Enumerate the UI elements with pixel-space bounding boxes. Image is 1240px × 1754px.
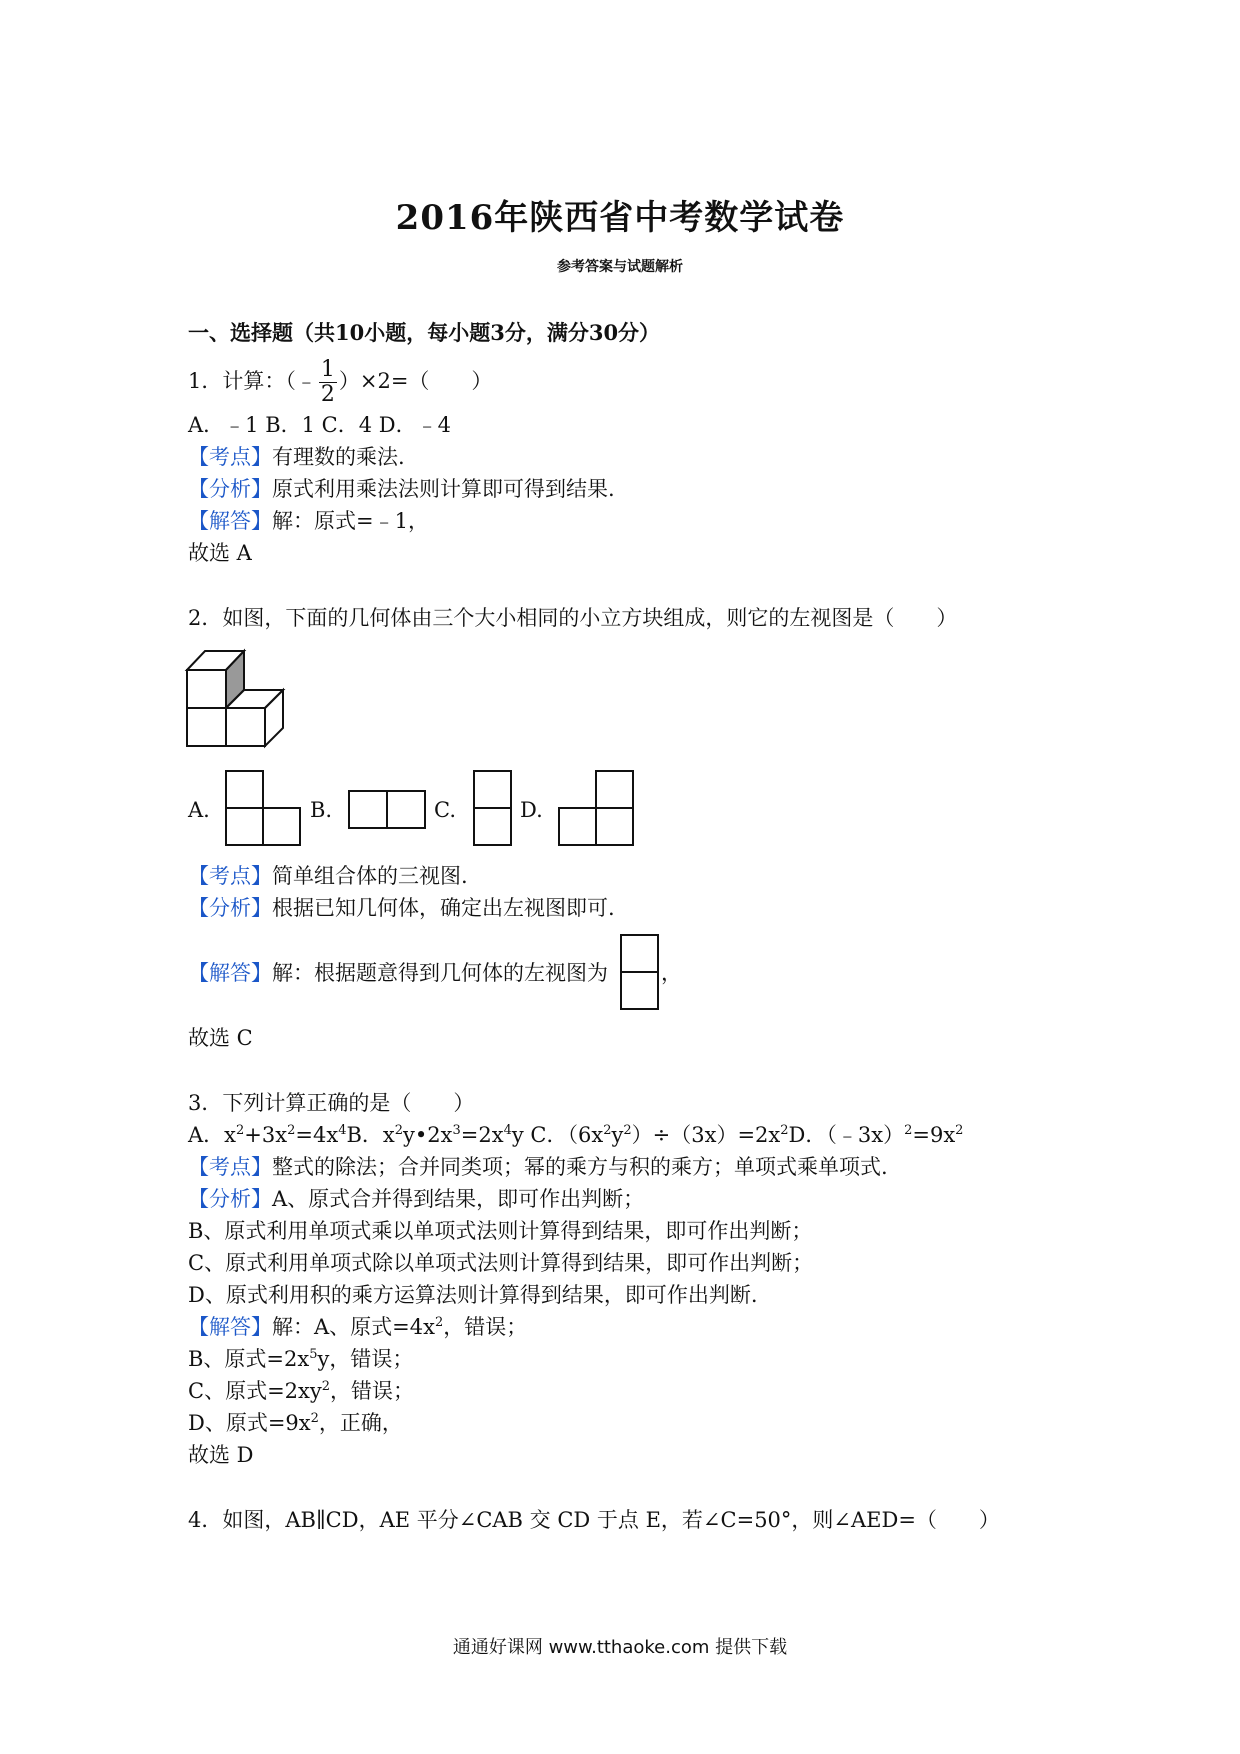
q2-option-d: D. bbox=[520, 798, 543, 822]
kaodian-tag: 【考点】 bbox=[188, 864, 272, 888]
q3-choice: 故选 D bbox=[188, 1443, 254, 1467]
page-title: 2016年陕西省中考数学试卷 bbox=[395, 198, 845, 238]
q3-fenxi bbox=[188, 1185, 644, 1213]
q3-jieda-d-end: ，正确， bbox=[318, 1411, 403, 1435]
q3-opt-b-part: =2x bbox=[460, 1123, 504, 1147]
q3-exp: 2 bbox=[603, 1123, 612, 1138]
q1-choice: 故选 A bbox=[188, 541, 252, 565]
q3-exp: 5 bbox=[309, 1347, 318, 1362]
q3-opt-c-part: y bbox=[611, 1123, 624, 1147]
fenxi-tag: 【分析】 bbox=[188, 477, 272, 501]
q2-fenxi-text: 根据已知几何体，确定出左视图即可. bbox=[272, 896, 615, 920]
q3-jieda bbox=[188, 1313, 527, 1341]
q1-frac-num: 1 bbox=[320, 357, 335, 382]
q3-kaodian bbox=[188, 1153, 888, 1181]
q3-fenxi-c: C、原式利用单项式除以单项式法则计算得到结果，即可作出判断； bbox=[188, 1251, 814, 1275]
q2-jieda bbox=[188, 959, 608, 987]
q2-jieda-text: 解：根据题意得到几何体的左视图为 bbox=[272, 961, 608, 985]
q2-option-b-figure bbox=[348, 790, 426, 830]
q3-opt-a-part: =4x bbox=[295, 1123, 339, 1147]
q3-exp: 2 bbox=[287, 1123, 296, 1138]
section-heading: 一、选择题（共10小题，每小题3分，满分30分） bbox=[188, 320, 661, 345]
q3-options bbox=[188, 1121, 963, 1149]
q3-opt-b-part: y•2x bbox=[403, 1123, 453, 1147]
kaodian-tag: 【考点】 bbox=[188, 1155, 272, 1179]
q3-exp: 4 bbox=[338, 1123, 347, 1138]
q3-exp: 3 bbox=[452, 1123, 461, 1138]
q1-stem-suffix: ）×2=（ ） bbox=[338, 369, 493, 393]
jieda-tag: 【解答】 bbox=[188, 1315, 272, 1339]
q3-opt-c: y C．（6x bbox=[511, 1123, 604, 1147]
q3-exp: 2 bbox=[310, 1411, 319, 1426]
q1-kaodian-text: 有理数的乘法. bbox=[272, 445, 405, 469]
q2-option-b: B. bbox=[310, 798, 333, 822]
q3-opt-c-part: ）÷（3x）=2x bbox=[631, 1123, 781, 1147]
q1-jieda bbox=[188, 507, 429, 535]
q1-stem bbox=[188, 358, 492, 407]
q3-jieda-c-end: ，错误； bbox=[330, 1379, 415, 1403]
q3-exp: 2 bbox=[780, 1123, 789, 1138]
jieda-tag: 【解答】 bbox=[188, 961, 272, 985]
q3-jieda-b bbox=[188, 1345, 413, 1373]
q2-stem: 2．如图，下面的几何体由三个大小相同的小立方块组成，则它的左视图是（ ） bbox=[188, 606, 958, 630]
q3-jieda-a-end: ，错误； bbox=[443, 1315, 528, 1339]
q3-opt-b: B．x bbox=[346, 1123, 395, 1147]
q3-exp: 2 bbox=[321, 1379, 331, 1394]
q2-solid-figure bbox=[186, 648, 286, 748]
q4-stem: 4．如图，AB∥CD，AE 平分∠CAB 交 CD 于点 E，若∠C=50°，则∠AED=（ ） bbox=[188, 1508, 1000, 1532]
q3-jieda-d bbox=[188, 1409, 403, 1437]
q1-stem-prefix: 1．计算：（﹣ bbox=[188, 369, 317, 393]
q1-kaodian bbox=[188, 443, 405, 471]
fenxi-tag: 【分析】 bbox=[188, 1187, 272, 1211]
q3-exp: 2 bbox=[623, 1123, 632, 1138]
q3-fenxi-d: D、原式利用积的乘方运算法则计算得到结果，即可作出判断. bbox=[188, 1283, 758, 1307]
q2-answer-figure bbox=[620, 934, 660, 1010]
q3-fenxi-text: A、原式合并得到结果，即可作出判断； bbox=[272, 1187, 645, 1211]
q3-jieda-c bbox=[188, 1377, 414, 1405]
fenxi-tag: 【分析】 bbox=[188, 896, 272, 920]
q2-kaodian-text: 简单组合体的三视图. bbox=[272, 864, 468, 888]
q3-fenxi-b: B、原式利用单项式乘以单项式法则计算得到结果，即可作出判断； bbox=[188, 1219, 813, 1243]
q1-fenxi-text: 原式利用乘法法则计算即可得到结果. bbox=[272, 477, 615, 501]
q3-jieda-d-text: D、原式=9x bbox=[188, 1411, 311, 1435]
q2-kaodian bbox=[188, 862, 468, 890]
q2-option-d-figure bbox=[558, 770, 634, 846]
q3-jieda-b-end: y，错误； bbox=[317, 1347, 414, 1371]
q3-exp: 2 bbox=[904, 1123, 913, 1138]
q2-option-c: C. bbox=[434, 798, 456, 822]
q3-stem: 3．下列计算正确的是（ ） bbox=[188, 1091, 475, 1115]
q3-kaodian-text: 整式的除法；合并同类项；幂的乘方与积的乘方；单项式乘单项式. bbox=[272, 1155, 888, 1179]
q1-frac-den: 2 bbox=[320, 382, 335, 407]
jieda-tag: 【解答】 bbox=[188, 509, 272, 533]
q3-jieda-a: 解：A、原式=4x bbox=[272, 1315, 435, 1339]
q3-opt-a: A．x bbox=[188, 1123, 237, 1147]
q2-option-c-figure bbox=[473, 770, 513, 846]
kaodian-tag: 【考点】 bbox=[188, 445, 272, 469]
q3-jieda-c-text: C、原式=2xy bbox=[188, 1379, 322, 1403]
q2-option-a: A. bbox=[188, 798, 210, 822]
q1-fenxi bbox=[188, 475, 615, 503]
q2-option-a-figure bbox=[225, 770, 301, 846]
q3-jieda-b-text: B、原式=2x bbox=[188, 1347, 310, 1371]
q2-jieda-end: ， bbox=[661, 961, 682, 985]
q2-choice: 故选 C bbox=[188, 1026, 253, 1050]
q3-opt-d-part: =9x bbox=[912, 1123, 956, 1147]
q3-exp: 2 bbox=[394, 1123, 404, 1138]
q1-fraction bbox=[319, 358, 337, 407]
q3-exp: 2 bbox=[236, 1123, 245, 1138]
page-footer: 通通好课网 www.tthaoke.com 提供下载 bbox=[452, 1637, 788, 1658]
q3-exp: 4 bbox=[503, 1123, 512, 1138]
q3-opt-a-part: +3x bbox=[244, 1123, 288, 1147]
q3-opt-d: D．（﹣3x） bbox=[788, 1123, 905, 1147]
q3-exp: 2 bbox=[434, 1315, 444, 1330]
q1-options: A．﹣1 B．1 C．4 D．﹣4 bbox=[188, 413, 451, 437]
q2-fenxi bbox=[188, 894, 615, 922]
q3-exp: 2 bbox=[955, 1123, 964, 1138]
q1-jieda-text: 解：原式=﹣1， bbox=[272, 509, 429, 533]
page-subtitle: 参考答案与试题解析 bbox=[557, 259, 683, 275]
